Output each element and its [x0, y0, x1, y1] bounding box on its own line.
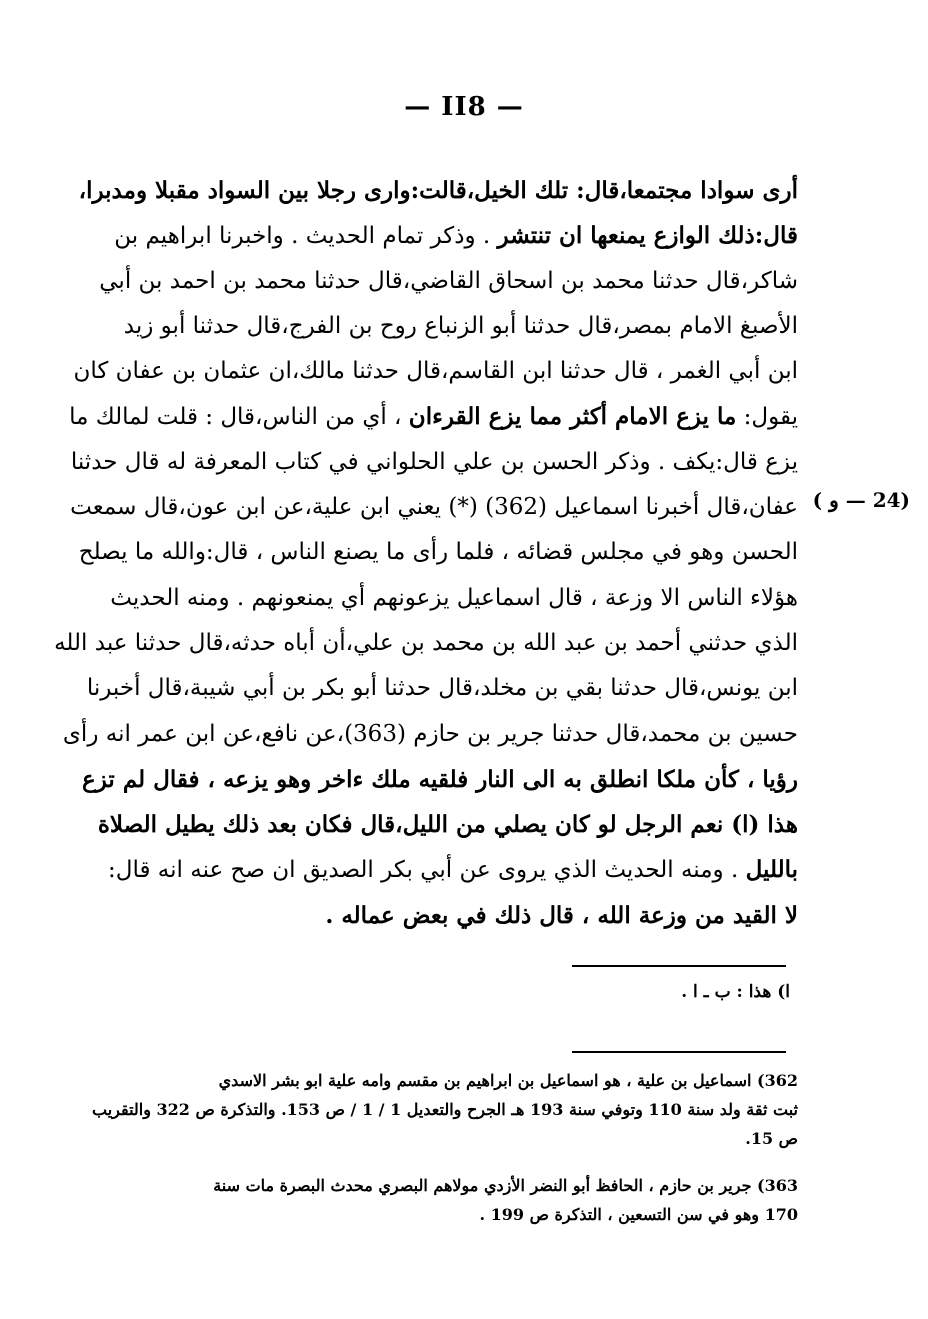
footnote-line: 363) جرير بن حازم ، الحافظ أبو النضر الأزدي مولاهم البصري محدث البصرة مات سنة	[213, 1176, 798, 1195]
text-line	[98, 847, 798, 892]
text-line	[86, 666, 798, 711]
text-line	[70, 440, 798, 485]
text-run: عفان،قال أخبرنا اسماعيل (362) (*) يعني ابن علية،عن ابن عون،قال سمعت	[70, 494, 798, 521]
text-line	[73, 349, 798, 394]
text-run: . ومنه الحديث الذي يروى عن أبي بكر الصديق ان صح عنه انه قال:	[108, 857, 746, 884]
text-line	[78, 530, 798, 575]
text-line	[98, 304, 798, 349]
footnote-line: ثبت ثقة ولد سنة 110 وتوفي سنة 193 هـ الجرح والتعديل 1 / 1 / ص 153. والتذكرة ص 322 والتقريب	[91, 1100, 798, 1119]
text-line	[62, 712, 798, 757]
bold-run: لا القيد من وزعة الله ، قال ذلك في بعض عماله .	[325, 901, 798, 929]
page-number: — II8 —	[404, 92, 524, 122]
bold-run: ما يزع الامام أكثر مما يزع القرءان	[408, 403, 737, 431]
text-line	[70, 485, 798, 530]
text-line	[78, 168, 798, 213]
bold-run: بالليل	[745, 856, 798, 884]
footnotes	[91, 1066, 798, 1229]
footnote-line: 170 وهو في سن التسعين ، التذكرة ص 199 .	[479, 1205, 798, 1224]
apparatus-rule	[572, 965, 786, 967]
text-run: يقول:	[736, 404, 798, 431]
footnote-line: 362) اسماعيل بن علية ، هو اسماعيل بن ابراهيم بن مقسم وامه علية ابو بشر الاسدي	[218, 1071, 798, 1090]
apparatus-note: ا) هذا : ب ـ ا .	[681, 982, 790, 1002]
text-run: يزع قال:يكف . وذكر الحسن بن علي الحلواني في كتاب المعرفة له قال حدثنا	[70, 448, 798, 475]
text-line	[98, 802, 798, 847]
text-line	[98, 259, 798, 304]
text-line	[98, 213, 798, 258]
text-run: ابن يونس،قال حدثنا بقي بن مخلد،قال حدثنا أبو بكر بن أبي شيبة،قال أخبرنا	[86, 675, 798, 702]
text-run: الأصبغ الامام بمصر،قال حدثنا أبو الزنباع روح بن الفرج،قال حدثنا أبو زيد	[123, 312, 798, 339]
text-line	[98, 576, 798, 621]
text-run: الذي حدثني أحمد بن عبد الله بن محمد بن علي،أن أباه حدثه،قال حدثنا عبد الله	[54, 629, 798, 656]
text-run: الحسن وهو في مجلس قضائه ، فلما رأى ما يصنع الناس ، قال:والله ما يصلح	[78, 539, 798, 566]
bold-run: أرى سوادا مجتمعا،قال: تلك الخيل،قالت:وارى رجلا بين السواد مقبلا ومدبرا،	[78, 177, 798, 204]
bold-run: قال:ذلك الوازع يمنعها ان تنتشر	[497, 222, 798, 250]
main-text	[54, 168, 798, 938]
bold-run: رؤيا ، كأن ملكا انطلق به الى النار فلقيه ملك ءاخر وهو يزعه ، فقال لم تزع	[82, 765, 798, 793]
text-line	[98, 893, 798, 938]
footnote-rule	[572, 1051, 786, 1053]
footnote-line: ص 15.	[745, 1129, 798, 1148]
text-line	[54, 621, 798, 666]
text-run: شاكر،قال حدثنا محمد بن اسحاق القاضي،قال حدثنا محمد بن احمد بن أبي	[99, 267, 798, 294]
text-run: حسين بن محمد،قال حدثنا جرير بن حازم (363)،عن نافع،عن ابن عمر انه رأى	[62, 720, 798, 747]
text-line	[82, 757, 798, 802]
text-run: ، أي من الناس،قال : قلت لمالك ما	[69, 404, 409, 431]
text-line	[69, 394, 798, 439]
text-run: هؤلاء الناس الا وزعة ، قال اسماعيل يزعونهم أي يمنعونهم . ومنه الحديث	[110, 584, 798, 611]
bold-run: هذا (ا) نعم الرجل لو كان يصلي من الليل،قال فكان بعد ذلك يطيل الصلاة	[97, 811, 798, 839]
margin-folio-note: (24 — و )	[812, 488, 910, 512]
text-run: ابن أبي الغمر ، قال حدثنا ابن القاسم،قال حدثنا مالك،ان عثمان بن عفان كان	[73, 358, 798, 385]
text-run: . وذكر تمام الحديث . واخبرنا ابراهيم بن	[114, 223, 498, 250]
